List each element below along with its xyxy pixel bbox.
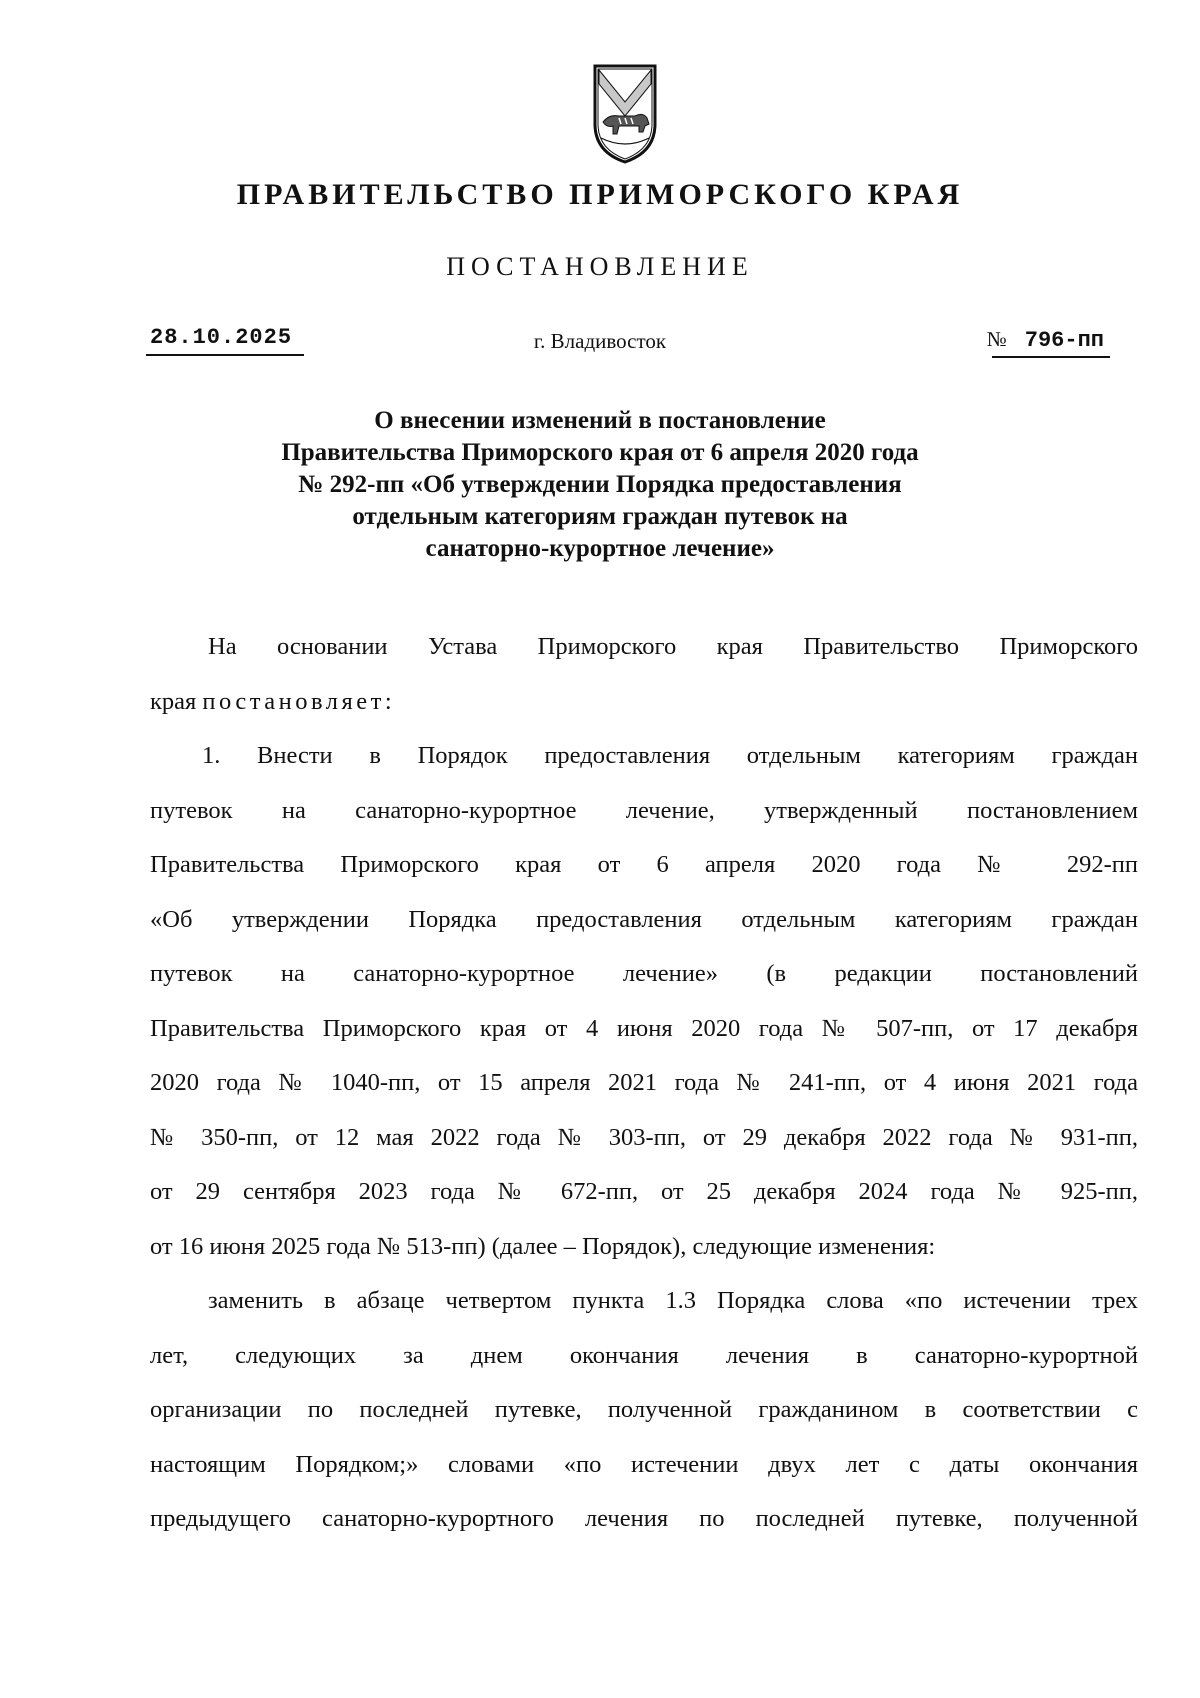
item1-line: 2020 года № 1040-пп, от 15 апреля 2021 года № 241-пп, от 4 июня 2021 года: [150, 1069, 1138, 1096]
preamble-line: На основании Устава Приморского края Правительство Приморского: [208, 633, 1138, 660]
item1-line: «Об утверждении Порядка предоставления отдельным категориям граждан: [150, 905, 1138, 933]
preamble-line-decree: [150, 675, 1138, 730]
document-city: г. Владивосток: [533, 329, 667, 353]
item1-line: 1. Внести в Порядок предоставления отдельным категориям граждан: [202, 742, 1138, 769]
item1-line: от 16 июня 2025 года № 513-пп) (далее – Порядок), следующие изменения:: [150, 1232, 936, 1260]
change-line: лет, следующих за днем окончания лечения в санаторно-курортной: [150, 1341, 1138, 1369]
document-number-block: [987, 327, 1104, 353]
document-meta-row: [0, 325, 1200, 365]
change-line: организации по последней путевке, полученной гражданином в соответствии с: [150, 1396, 1138, 1423]
document-date: 28.10.2025: [150, 325, 293, 350]
document-number: 796-пп: [1024, 328, 1104, 353]
document-body: [150, 620, 1138, 1547]
change-line: настоящим Порядком;» словами «по истечении двух лет с даты окончания: [150, 1450, 1138, 1478]
number-sign: №: [986, 327, 1007, 351]
heading-line: отдельным категориям граждан путевок на: [352, 503, 848, 530]
decree-word: постановляет:: [202, 687, 396, 715]
document-heading: [180, 405, 1020, 565]
heading-line: санаторно-курортное лечение»: [425, 535, 775, 562]
date-underline: [146, 354, 304, 356]
heading-line: Правительства Приморского края от 6 апреля 2020 года: [281, 439, 919, 466]
item1-line: от 29 сентября 2023 года № 672-пп, от 25 декабря 2024 года № 925-пп,: [150, 1178, 1138, 1205]
number-underline: [992, 356, 1110, 358]
item1-line: путевок на санаторно-курортное лечение» (в редакции постановлений: [150, 960, 1138, 987]
item1-line: Правительства Приморского края от 4 июня 2020 года № 507-пп, от 17 декабря: [150, 1014, 1138, 1042]
item1-line: Правительства Приморского края от 6 апреля 2020 года № 292-пп: [150, 851, 1138, 878]
document-type: ПОСТАНОВЛЕНИЕ: [446, 252, 754, 281]
item1-line: № 350-пп, от 12 мая 2022 года № 303-пп, от 29 декабря 2022 года № 931-пп,: [150, 1123, 1138, 1151]
coat-of-arms-icon: [589, 62, 661, 166]
change-line: предыдущего санаторно-курортного лечения по последней путевке, полученной: [150, 1505, 1138, 1532]
preamble-line: края: [150, 687, 197, 715]
heading-line: О внесении изменений в постановление: [374, 407, 826, 434]
heading-line: № 292-пп «Об утверждении Порядка предоставления: [298, 471, 902, 498]
item1-line: путевок на санаторно-курортное лечение, утвержденный постановлением: [150, 796, 1138, 824]
change-line: заменить в абзаце четвертом пункта 1.3 Порядка слова «по истечении трех: [208, 1287, 1138, 1314]
organization-title: ПРАВИТЕЛЬСТВО ПРИМОРСКОГО КРАЯ: [236, 178, 964, 211]
